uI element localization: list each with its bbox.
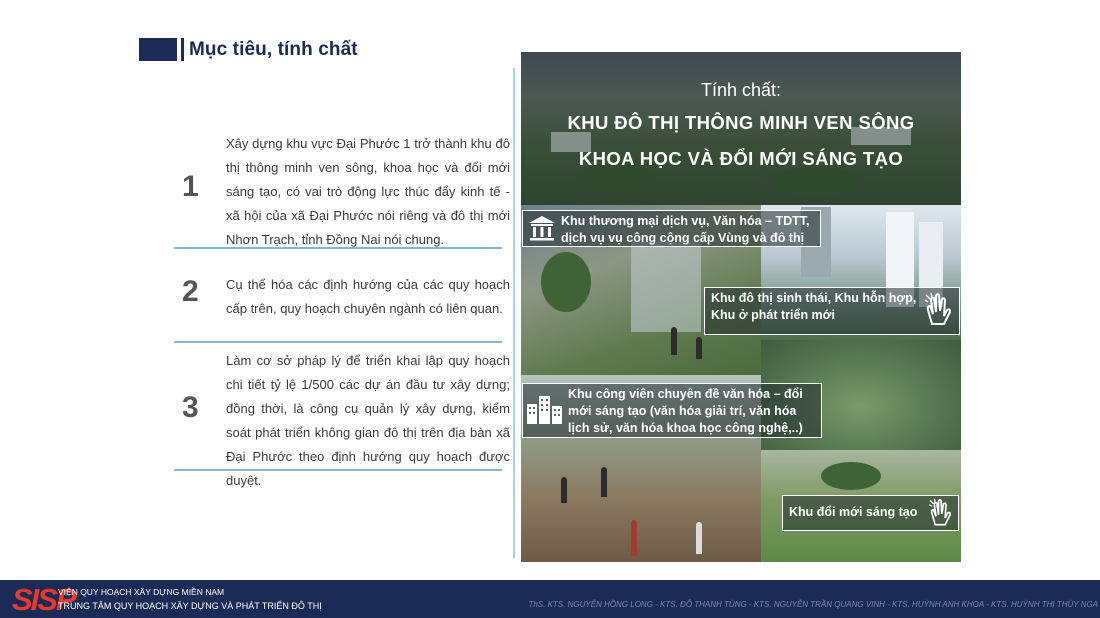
collage-headline-line2: KHOA HỌC VÀ ĐỔI MỚI SÁNG TẠO	[578, 148, 904, 169]
label-commercial-services	[522, 210, 821, 247]
page-title: Mục tiêu, tính chất	[189, 39, 358, 60]
objective-item-3	[174, 349, 510, 488]
clapping-hands-icon	[927, 498, 955, 528]
city-buildings-icon	[526, 394, 564, 426]
label-text: Khu đô thị sinh thái, Khu hỗn hợp, Khu ở phát triển mới	[711, 291, 917, 322]
title-accent-line	[181, 38, 184, 61]
objective-number: 2	[182, 275, 199, 308]
objective-item-2	[174, 273, 510, 343]
objective-number: 1	[182, 170, 199, 203]
objective-separator	[174, 341, 502, 343]
label-text: Khu thương mại dịch vụ, Văn hóa – TDTT, dịch vụ vụ công cộng cấp Vùng và đô thị	[561, 214, 810, 245]
character-image-collage	[521, 52, 961, 562]
label-eco-urban	[704, 287, 960, 335]
objective-text: Cụ thể hóa các định hướng của các quy hoạch cấp trên, quy hoạch chuyên ngành có liên quan.	[226, 277, 510, 316]
collage-headline-line1: KHU ĐÔ THỊ THÔNG MINH VEN SÔNG	[567, 112, 915, 133]
institute-name: VIỆN QUY HOẠCH XÂY DỰNG MIỀN NAM	[58, 587, 225, 597]
column-divider	[513, 68, 515, 558]
center-name: TRUNG TÂM QUY HOẠCH XÂY DỰNG VÀ PHÁT TRIỂN ĐÔ THỊ	[58, 601, 322, 611]
label-culture-park	[522, 383, 822, 438]
objective-number: 3	[182, 391, 199, 424]
label-text: Khu công viên chuyên đề văn hóa – đổi mới sáng tạo (văn hóa giải trí, văn hóa lịch sử, văn hóa khoa học công nghệ,..)	[568, 387, 803, 435]
building-columns-icon	[527, 214, 557, 242]
objective-separator	[174, 469, 502, 471]
clapping-hands-icon	[923, 292, 955, 328]
objective-separator	[174, 247, 502, 249]
footer-bar	[0, 580, 1100, 618]
objective-text: Xây dựng khu vực Đại Phước 1 trở thành khu đô thị thông minh ven sông, khoa học và đổi mới sáng tạo, có vai trò động lực thúc đẩy kinh tế - xã hội của xã Đại Phước nói riêng và đô thị mới Nhơn Trạch, tỉnh Đồng Nai nói chung.	[226, 136, 510, 247]
objective-text: Làm cơ sở pháp lý để triển khai lập quy hoạch chi tiết tỷ lệ 1/500 các dự án đầu tư xây dựng; đồng thời, là công cụ quản lý xây dựng, kiểm soát phát triển không gian đô thị trên địa bàn xã Đại Phước theo định hướng quy hoạch được duyệt.	[226, 353, 510, 488]
collage-subtitle: Tính chất:	[700, 80, 782, 100]
sisp-logo: SISP	[12, 582, 75, 617]
label-text: Khu đổi mới sáng tạo	[789, 505, 918, 519]
objective-item-1	[174, 132, 510, 252]
authors-credit: ThS. KTS. NGUYỄN HỒNG LONG - KTS. ĐỖ THANH TÙNG - KTS. NGUYỄN TRẦN QUANG VINH - KTS. HUỲNH ANH KHOA - KTS. HUỲNH THỊ THÙY NGA	[528, 600, 1098, 609]
title-accent-block	[139, 38, 177, 61]
